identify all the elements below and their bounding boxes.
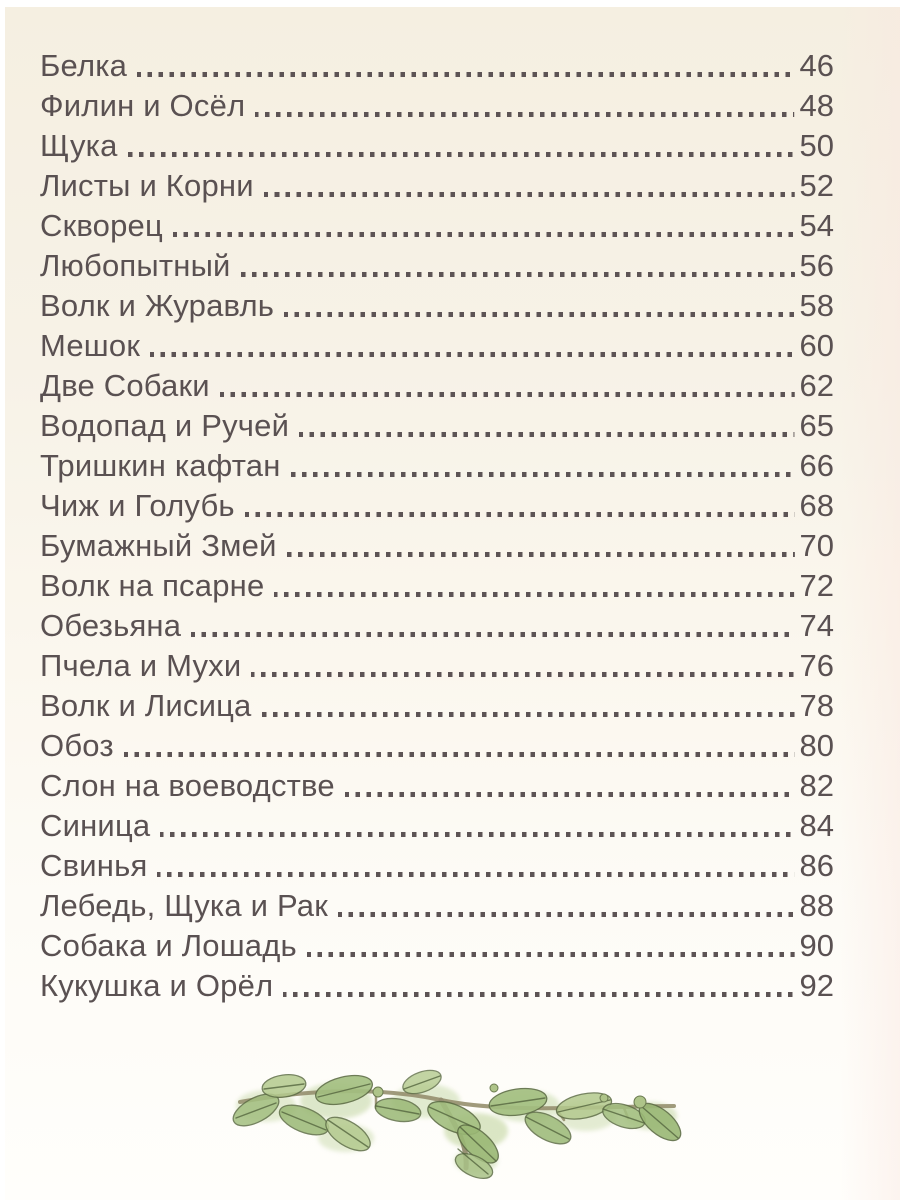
dot-leader <box>284 312 794 317</box>
dot-leader <box>191 632 794 637</box>
toc-entry-page-number: 60 <box>799 328 834 363</box>
toc-entry <box>40 686 834 726</box>
toc-entry-page-number: 65 <box>799 408 834 443</box>
dot-leader <box>173 232 795 237</box>
toc-entry-page-number: 72 <box>799 568 834 603</box>
dot-leader <box>124 752 795 757</box>
toc-entry-title: Бумажный Змей <box>40 528 277 563</box>
dot-leader <box>157 872 794 877</box>
dot-leader <box>291 472 795 477</box>
toc-entry-page-number: 82 <box>799 768 834 803</box>
toc-entry <box>40 406 834 446</box>
toc-entry <box>40 966 834 1006</box>
toc-entry-page-number: 46 <box>799 48 834 83</box>
toc-entry <box>40 886 834 926</box>
toc-entry <box>40 446 834 486</box>
toc-entry-page-number: 66 <box>799 448 834 483</box>
toc-entry-page-number: 68 <box>799 488 834 523</box>
toc-entry-title: Лебедь, Щука и Рак <box>40 888 328 923</box>
dot-leader <box>255 112 794 117</box>
toc-entry-title: Филин и Осёл <box>40 88 246 123</box>
toc-entry-page-number: 76 <box>799 648 834 683</box>
dot-leader <box>137 72 794 77</box>
toc-entry-page-number: 58 <box>799 288 834 323</box>
toc-entry-title: Мешок <box>40 328 141 363</box>
dot-leader <box>128 152 795 157</box>
dot-leader <box>150 352 794 357</box>
toc-entry-title: Волк на псарне <box>40 568 265 603</box>
toc-entry-title: Волк и Лисица <box>40 688 252 723</box>
toc-entry <box>40 766 834 806</box>
toc-entry <box>40 806 834 846</box>
toc-entry-title: Белка <box>40 48 128 83</box>
toc-entry-page-number: 50 <box>799 128 834 163</box>
toc-entry <box>40 366 834 406</box>
toc-entry <box>40 286 834 326</box>
dot-leader <box>251 672 794 677</box>
toc-entry <box>40 166 834 206</box>
toc-entry-title: Чиж и Голубь <box>40 488 235 523</box>
toc-entry-page-number: 74 <box>799 608 834 643</box>
toc-entry <box>40 926 834 966</box>
dot-leader <box>345 792 795 797</box>
dot-leader <box>274 592 794 597</box>
toc-entry <box>40 526 834 566</box>
toc-entry-page-number: 84 <box>799 808 834 843</box>
toc-entry <box>40 846 834 886</box>
toc-entry-page-number: 62 <box>799 368 834 403</box>
dot-leader <box>338 912 795 917</box>
dot-leader <box>241 272 795 277</box>
toc-entry-page-number: 86 <box>799 848 834 883</box>
toc-entry-page-number: 90 <box>799 928 834 963</box>
toc-entry <box>40 726 834 766</box>
dot-leader <box>283 992 794 997</box>
toc-entry-page-number: 88 <box>799 888 834 923</box>
toc-entry-page-number: 80 <box>799 728 834 763</box>
toc-entry-title: Тришкин кафтан <box>40 448 281 483</box>
toc-entry <box>40 326 834 366</box>
toc-entry <box>40 86 834 126</box>
dot-leader <box>299 432 794 437</box>
dot-leader <box>264 192 795 197</box>
toc-entry-page-number: 70 <box>799 528 834 563</box>
toc-entry-page-number: 48 <box>799 88 834 123</box>
toc-entry-title: Обоз <box>40 728 114 763</box>
dot-leader <box>220 392 795 397</box>
toc-entry-title: Синица <box>40 808 151 843</box>
toc-entry-title: Пчела и Мухи <box>40 648 242 683</box>
dot-leader <box>160 832 794 837</box>
toc-entry-page-number: 52 <box>799 168 834 203</box>
toc-entry-page-number: 54 <box>799 208 834 243</box>
toc-entry <box>40 486 834 526</box>
toc-entry-title: Листы и Корни <box>40 168 254 203</box>
toc-entry-title: Щука <box>40 128 118 163</box>
toc-entry-title: Скворец <box>40 208 163 243</box>
toc-entry <box>40 646 834 686</box>
toc-entry <box>40 606 834 646</box>
toc-entry-title: Две Собаки <box>40 368 210 403</box>
dot-leader <box>245 512 795 517</box>
toc-entry-page-number: 78 <box>799 688 834 723</box>
toc-entry <box>40 206 834 246</box>
leafy-branch-illustration <box>226 1046 690 1186</box>
toc-entry-page-number: 92 <box>799 968 834 1003</box>
dot-leader <box>307 952 795 957</box>
toc-entry <box>40 246 834 286</box>
dot-leader <box>262 712 795 717</box>
toc-entry <box>40 566 834 606</box>
toc-entry-title: Волк и Журавль <box>40 288 275 323</box>
toc-entry-title: Слон на воеводстве <box>40 768 335 803</box>
toc-entry-title: Водопад и Ручей <box>40 408 290 443</box>
toc-entry <box>40 126 834 166</box>
toc-entry-title: Собака и Лошадь <box>40 928 297 963</box>
toc-entry-title: Свинья <box>40 848 148 883</box>
dot-leader <box>287 552 795 557</box>
toc-entry <box>40 46 834 86</box>
toc-entry-title: Любопытный <box>40 248 231 283</box>
table-of-contents <box>40 46 834 1006</box>
toc-entry-title: Обезьяна <box>40 608 182 643</box>
toc-entry-page-number: 56 <box>799 248 834 283</box>
toc-entry-title: Кукушка и Орёл <box>40 968 274 1003</box>
